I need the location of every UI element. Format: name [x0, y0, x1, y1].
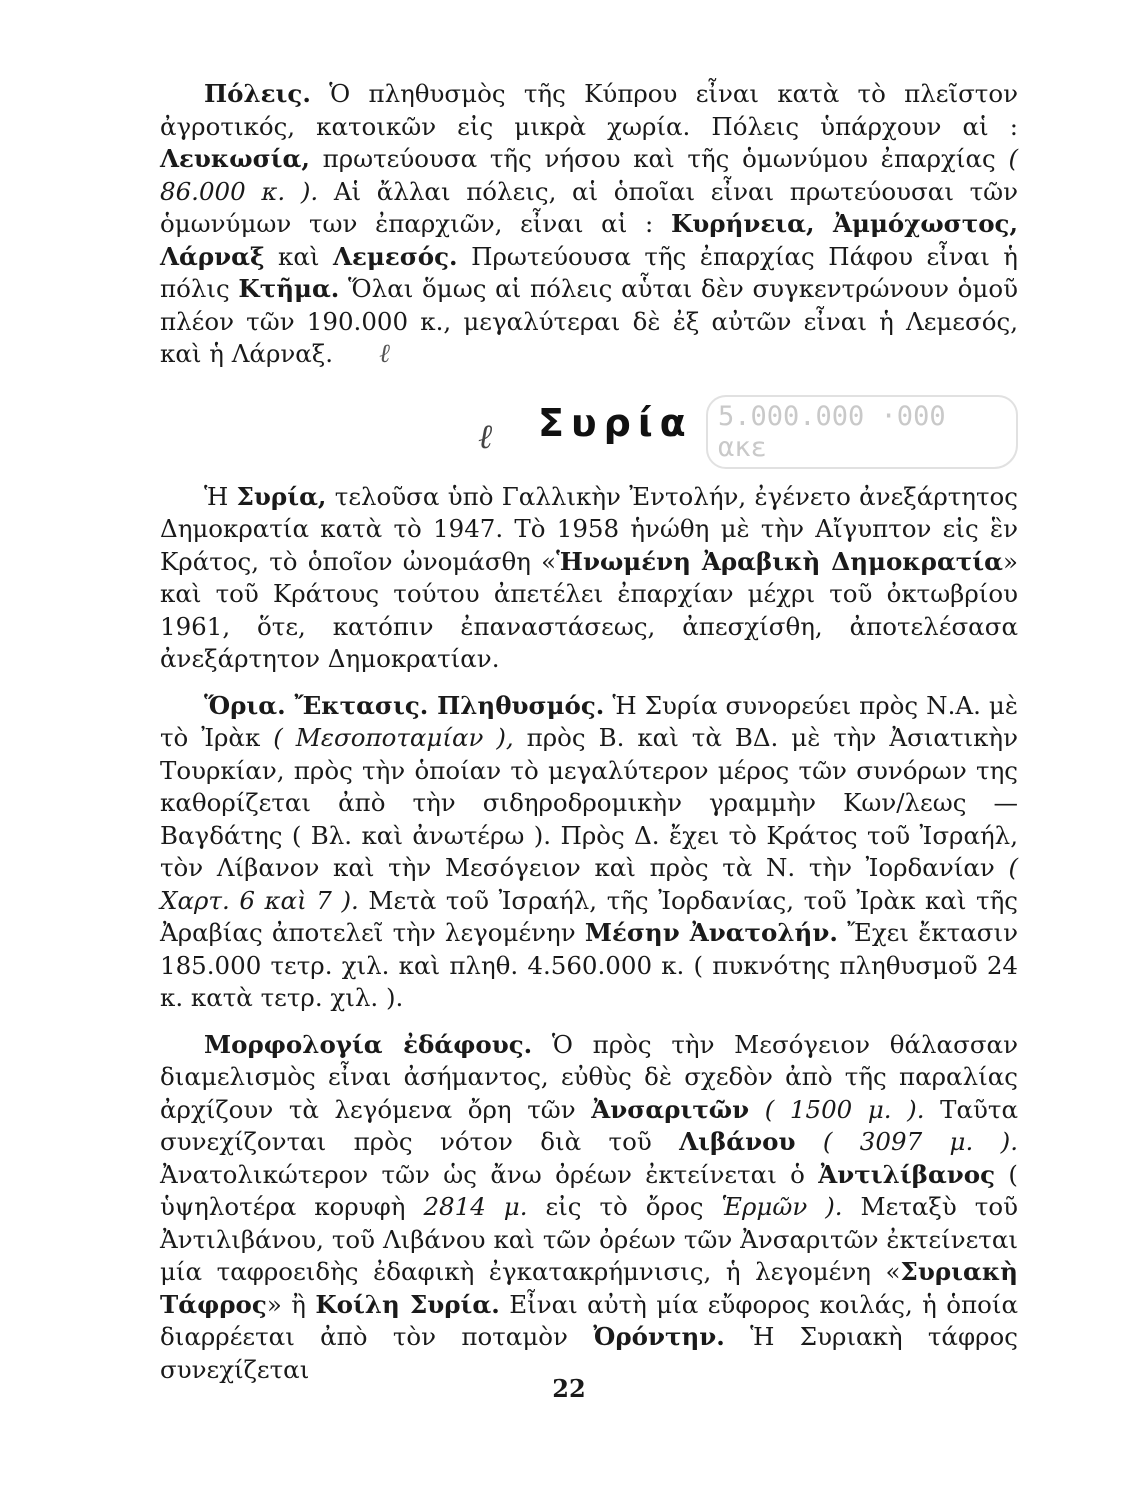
page-body — [160, 78, 1018, 1386]
margin-mark: ℓ — [478, 416, 493, 457]
heading-title: Συρία — [538, 400, 693, 445]
paragraph-morphology: Μορφολογία ἐδάφους. Ὁ πρὸς τὴν Μεσόγειον θάλασσαν διαμελισμὸς εἶναι ἀσήμαντος, εὐθὺς δὲ σχεδὸν ἀπὸ τῆς παραλίας ἀρχίζουν τὰ λεγόμενα ὄρη τῶν Ἀνσαριτῶν ( 1500 μ. ). Ταῦτα συνεχίζονται πρὸς νότον διὰ τοῦ Λιβάνου ( 3097 μ. ). Ἀνατολικώτερον τῶν ὡς ἄνω ὀρέων ἐκτείνεται ὁ Ἀντιλίβανος ( ὑψηλοτέρα κορυφὴ 2814 μ. εἰς τὸ ὄρος Ἑρμῶν ). Μεταξὺ τοῦ Ἀντιλιβάνου, τοῦ Λιβάνου καὶ τῶν ὀρέων τῶν Ἀνσαριτῶν ἐκτείνεται μία ταφροειδὴς ἐδαφικὴ ἐγκατακρήμνισις, ἡ λεγομένη «Συριακὴ Τάφρος» ἢ Κοίλη Συρία. Εἶναι αὐτὴ μία εὔφορος κοιλάς, ἡ ὁποία διαρρέεται ἀπὸ τὸν ποταμὸν Ὀρόντην. Ἡ Συριακὴ τάφρος συνεχίζεται — [160, 1029, 1019, 1384]
paragraph-history: Ἡ Συρία, τελοῦσα ὑπὸ Γαλλικὴν Ἐντολήν, ἐγένετο ἀνεξάρτητος Δημοκρατία κατὰ τὸ 1947. Τὸ 1958 ἡνώθη μὲ τὴν Αἴγυπτον εἰς ἓν Κράτος, τὸ ὁποῖον ὠνομάσθη «Ἡνωμένη Ἀραβικὴ Δημοκρατία» καὶ τοῦ Κράτους τούτου ἀπετέλει ἐπαρχίαν μέχρι τοῦ ὀκτωβρίου 1961, ὅτε, κατόπιν ἐπαναστάσεως, ἀπεσχίσθη, ἀποτελέσασα ἀνεξάρτητον Δημοκρατίαν. — [160, 481, 1018, 673]
paragraph-borders: Ὅρια. Ἔκτασις. Πληθυσμός. Ἡ Συρία συνορεύει πρὸς Ν.Α. μὲ τὸ Ἰρὰκ ( Μεσοποταμίαν ), πρὸς Β. καὶ τὰ ΒΔ. μὲ τὴν Ἀσιατικὴν Τουρκίαν, πρὸς τὴν ὁποίαν τὸ μεγαλύτερον μέρος τῶν συνόρων της καθορίζεται ἀπὸ τὴν σιδηροδρομικὴν γραμμὴν Κων/λεως — Βαγδάτης ( Βλ. καὶ ἀνωτέρω ). Πρὸς Δ. ἔχει τὸ Κράτος τοῦ Ἰσραήλ, τὸν Λίβανον καὶ τὴν Μεσόγειον καὶ πρὸς τὰ Ν. τὴν Ἰορδανίαν ( Χαρτ. 6 καὶ 7 ). Μετὰ τοῦ Ἰσραήλ, τῆς Ἰορδανίας, τοῦ Ἰρὰκ καὶ τῆς Ἀραβίας ἀποτελεῖ τὴν λεγομένην Μέσην Ἀνατολήν. Ἔχει ἔκτασιν 185.000 τετρ. χιλ. καὶ πληθ. 4.560.000 κ. ( πυκνότης πληθυσμοῦ 24 κ. κατὰ τετρ. χιλ. ). — [160, 690, 1018, 1012]
section-label-cities: Πόλεις. — [204, 79, 311, 108]
paragraph-cities: Πόλεις. Ὁ πληθυσμὸς τῆς Κύπρου εἶναι κατὰ τὸ πλεῖστον ἀγροτικός, κατοικῶν εἰς μικρὰ χωρία. Πόλεις ὑπάρχουν αἱ : Λευκωσία, πρωτεύουσα τῆς νήσου καὶ τῆς ὁμωνύμου ἐπαρχίας ( 86.000 κ. ). Αἱ ἄλλαι πόλεις, αἱ ὁποῖαι εἶναι πρωτεύουσαι τῶν ὁμωνύμων των ἐπαρχιῶν, εἶναι αἱ : Κυρήνεια, Ἀμμόχωστος, Λάρναξ καὶ Λεμεσός. Πρωτεύουσα τῆς ἐπαρχίας Πάφου εἶναι ἡ πόλις Κτῆμα. Ὅλαι ὅμως αἱ πόλεις αὗται δὲν συγκεντρώνουν ὁμοῦ πλέον τῶν 190.000 κ., μεγαλύτεραι δὲ ἐξ αὐτῶν εἶναι ἡ Λεμεσός, καὶ ἡ Λάρναξ. ℓ — [160, 79, 1018, 369]
section-label-morphology: Μορφολογία ἐδάφους. — [204, 1029, 533, 1059]
page-number: 22 — [552, 1374, 586, 1403]
section-heading — [160, 381, 1018, 481]
section-label-borders: Ὅρια. Ἔκτασις. Πληθυσμός. — [204, 690, 605, 720]
pencil-note: 5.000.000 ·000 ακε — [706, 395, 1018, 469]
handwritten-loop-mark: ℓ — [379, 339, 390, 369]
